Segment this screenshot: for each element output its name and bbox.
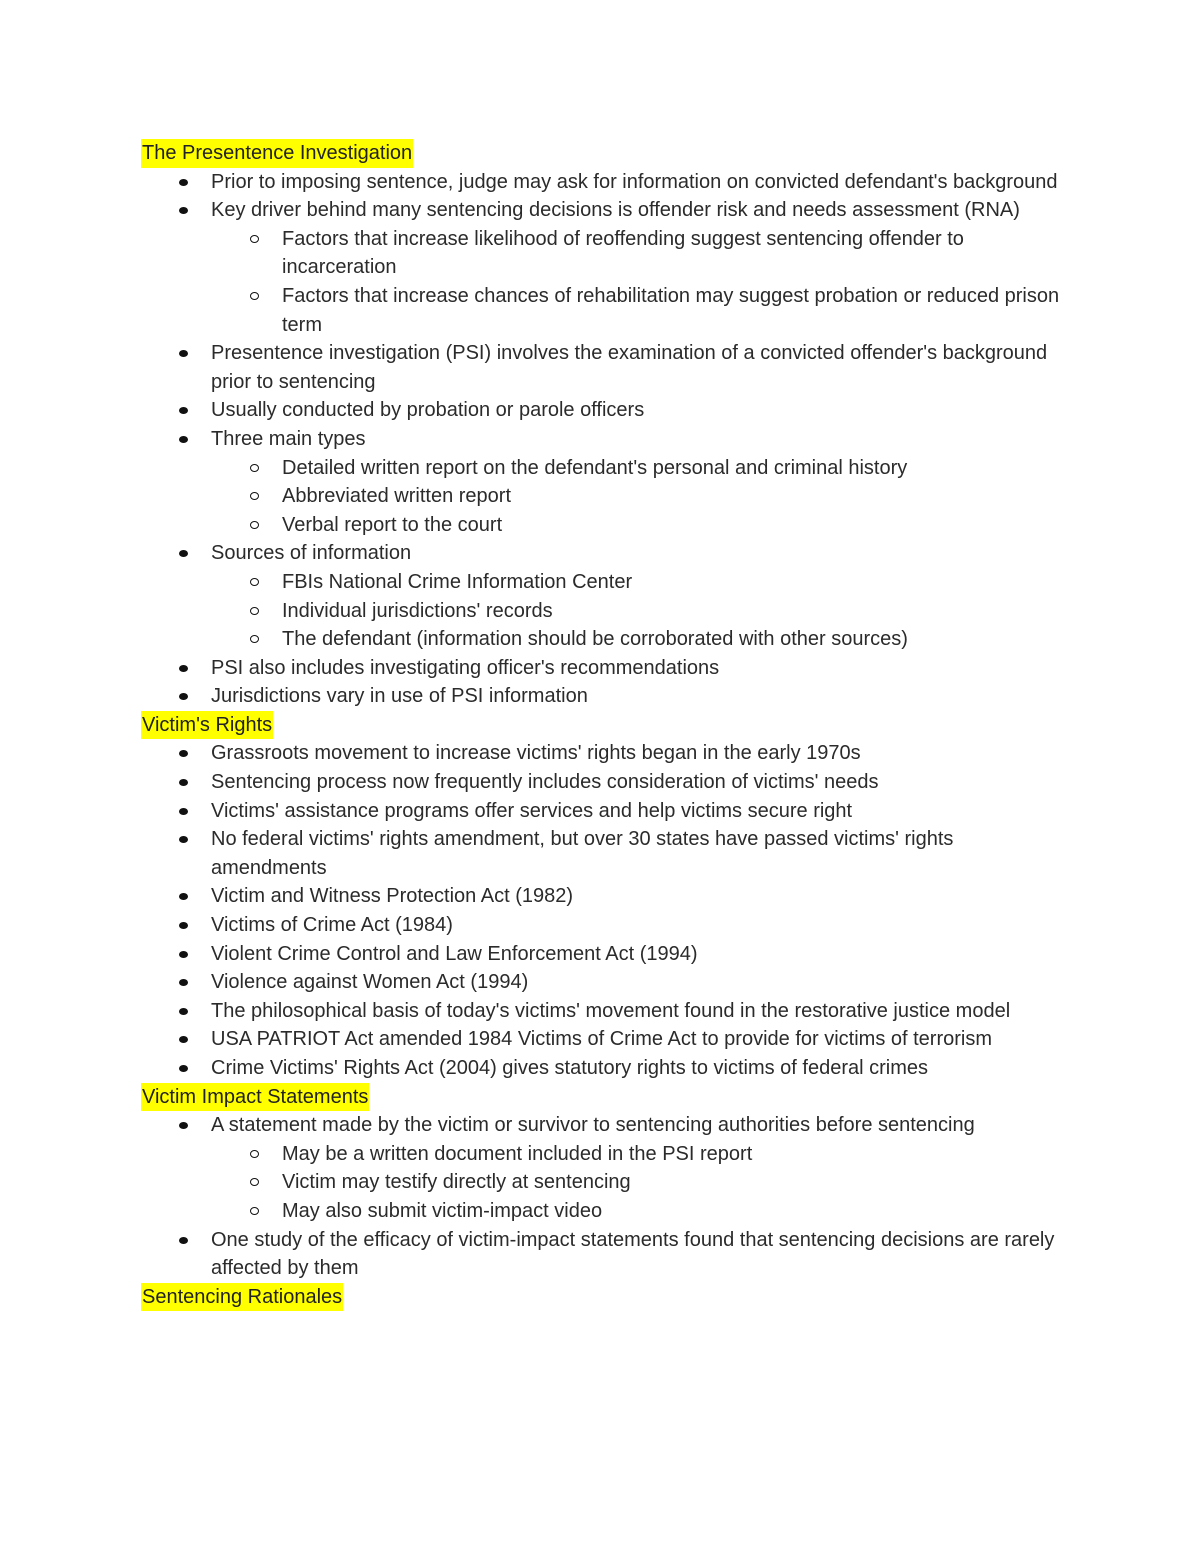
bullet-item <box>141 911 1071 940</box>
bullet-text: Violence against Women Act (1994) <box>211 971 529 994</box>
bullet-text: One study of the efficacy of victim-impact statements found that sentencing decisions are rarely affected by them <box>211 1228 1055 1280</box>
bullet-text: Key driver behind many sentencing decisions is offender risk and needs assessment (RNA) <box>211 199 1020 222</box>
sub-bullet-list <box>211 454 1071 540</box>
bullet-text: Usually conducted by probation or parole officers <box>211 399 645 422</box>
bullet-text: Victim and Witness Protection Act (1982) <box>211 885 574 908</box>
bullet-text: A statement made by the victim or survivor to sentencing authorities before sentencing <box>211 1114 975 1137</box>
bullet-item <box>141 882 1071 911</box>
sub-bullet-item: Factors that increase chances of rehabilitation may suggest probation or reduced prison term <box>211 282 1071 339</box>
sub-bullet-item: Factors that increase likelihood of reoffending suggest sentencing offender to incarceration <box>211 225 1071 282</box>
section-heading-row <box>141 711 1071 740</box>
bullet-item <box>141 539 1071 653</box>
bullet-text: Prior to imposing sentence, judge may ask for information on convicted defendant's background <box>211 170 1058 193</box>
bullet-list <box>141 168 1071 711</box>
bullet-text: Presentence investigation (PSI) involves the examination of a convicted offender's background prior to sentencing <box>211 342 1048 393</box>
bullet-text: Grassroots movement to increase victims' rights began in the early 1970s <box>211 742 861 765</box>
bullet-item <box>141 1054 1071 1083</box>
bullet-item <box>141 654 1071 683</box>
sub-bullet-list <box>211 568 1071 654</box>
bullet-text: Crime Victims' Rights Act (2004) gives statutory rights to victims of federal crimes <box>211 1057 929 1079</box>
bullet-item <box>141 196 1071 339</box>
bullet-item <box>141 739 1071 768</box>
bullet-item <box>141 339 1071 396</box>
bullet-item <box>141 797 1071 826</box>
section-heading: Victim's Rights <box>141 711 273 740</box>
bullet-text: PSI also includes investigating officer's recommendations <box>211 656 720 679</box>
bullet-text: Sources of information <box>211 542 412 565</box>
sub-bullet-item: The defendant (information should be corroborated with other sources) <box>211 625 1071 654</box>
bullet-item <box>141 997 1071 1026</box>
bullet-item <box>141 1025 1071 1054</box>
bullet-item <box>141 168 1071 197</box>
section-heading-row <box>141 1283 1071 1312</box>
bullet-text: Jurisdictions vary in use of PSI information <box>211 685 588 708</box>
section-heading: Sentencing Rationales <box>141 1283 343 1312</box>
bullet-text: The philosophical basis of today's victims' movement found in the restorative justice model <box>211 999 1011 1022</box>
sub-bullet-item: Verbal report to the court <box>211 511 1071 540</box>
bullet-item <box>141 940 1071 969</box>
section-heading-row <box>141 139 1071 168</box>
sub-bullet-list <box>211 1140 1071 1226</box>
bullet-item <box>141 682 1071 711</box>
bullet-item <box>141 825 1071 882</box>
bullet-text: Victims of Crime Act (1984) <box>211 914 453 937</box>
bullet-text: Sentencing process now frequently includes consideration of victims' needs <box>211 771 879 794</box>
bullet-item <box>141 1111 1071 1225</box>
bullet-item <box>141 1226 1071 1283</box>
section-heading-row <box>141 1083 1071 1112</box>
sub-bullet-list <box>211 225 1071 339</box>
bullet-text: No federal victims' rights amendment, but over 30 states have passed victims' rights amendments <box>211 828 954 879</box>
bullet-item <box>141 968 1071 997</box>
section-heading: Victim Impact Statements <box>141 1083 369 1112</box>
bullet-item <box>141 396 1071 425</box>
bullet-item <box>141 425 1071 539</box>
sub-bullet-item: Abbreviated written report <box>211 482 1071 511</box>
sub-bullet-item: Victim may testify directly at sentencing <box>211 1168 1071 1197</box>
bullet-list <box>141 739 1071 1082</box>
document-body <box>141 139 1071 1311</box>
sub-bullet-item: FBIs National Crime Information Center <box>211 568 1071 597</box>
bullet-text: Victims' assistance programs offer services and help victims secure right <box>211 799 853 822</box>
sub-bullet-item: Detailed written report on the defendant's personal and criminal history <box>211 454 1071 483</box>
sub-bullet-item: May be a written document included in the PSI report <box>211 1140 1071 1169</box>
bullet-text: Three main types <box>211 427 366 450</box>
bullet-text: Violent Crime Control and Law Enforcement Act (1994) <box>211 942 698 965</box>
sub-bullet-item: May also submit victim-impact video <box>211 1197 1071 1226</box>
section-heading: The Presentence Investigation <box>141 139 413 168</box>
bullet-item <box>141 768 1071 797</box>
sub-bullet-item: Individual jurisdictions' records <box>211 597 1071 626</box>
bullet-list <box>141 1111 1071 1283</box>
bullet-text: USA PATRIOT Act amended 1984 Victims of Crime Act to provide for victims of terrorism <box>211 1028 993 1051</box>
